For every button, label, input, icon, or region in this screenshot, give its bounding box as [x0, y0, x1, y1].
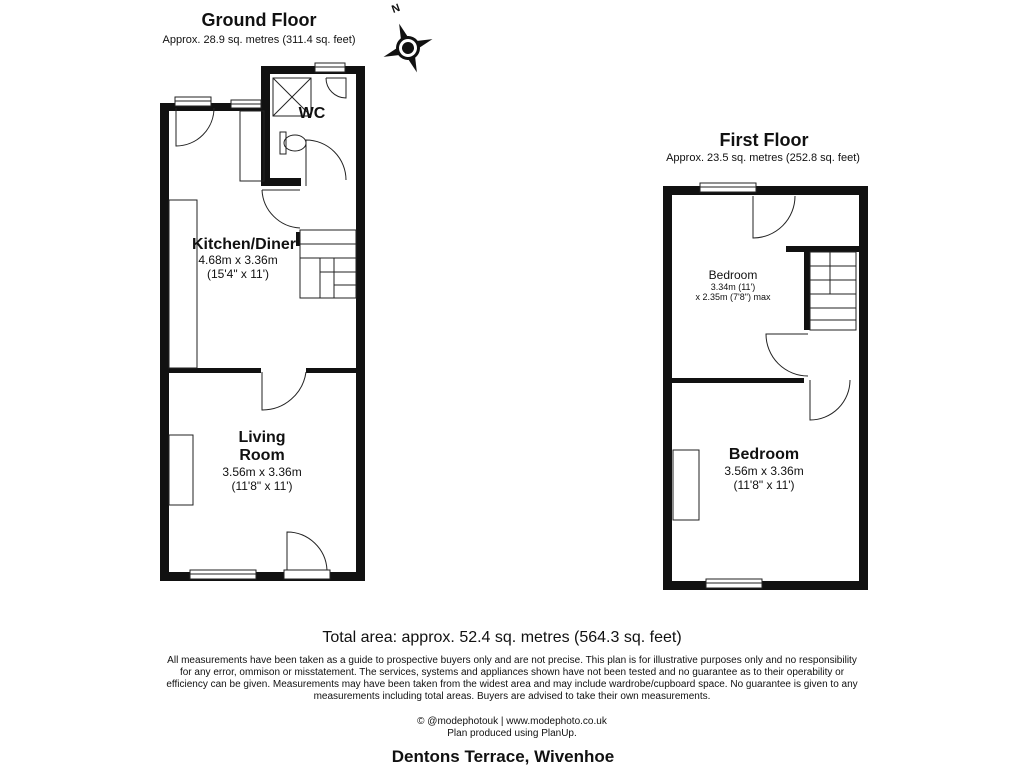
bedroom-small-dimensions-line2: x 2.35m (7'8") max: [695, 292, 771, 302]
bedroom-large-dimensions-ft: (11'8" x 11'): [733, 478, 795, 492]
compass-north-label: N: [390, 2, 402, 16]
kitchen-diner-dimensions-m: 4.68m x 3.36m: [198, 253, 278, 267]
bedroom-large-label: Bedroom: [728, 446, 800, 463]
ground-floor-area: Approx. 28.9 sq. metres (311.4 sq. feet): [162, 34, 356, 46]
ground-floor-title: Ground Floor: [201, 10, 317, 30]
living-room-dimensions-m: 3.56m x 3.36m: [222, 465, 302, 479]
wc-label: WC: [298, 105, 326, 122]
first-floor-walls: [663, 186, 868, 590]
disclaimer-text: All measurements have been taken as a guide to prospective buyers only and are not precise. This plan is for illustrative purposes only and no responsibility for any error, ommison or misstatement. The services, systems and appliances shown have not been tested and no guarantee as to their operability or efficiency can be given. Measurements may have been taken from the widest area and may include wardrobe/cupboard space. No guarantee is given to any measurements including total areas. Buyers are advised to take their own measurements.: [166, 655, 858, 702]
total-area: Total area: approx. 52.4 sq. metres (564.3 sq. feet): [322, 629, 682, 646]
credit-line-2: Plan produced using PlanUp.: [447, 728, 577, 739]
living-room-label-line2: Room: [239, 447, 285, 464]
ground-floor-windows: [175, 63, 345, 579]
first-floor-windows: [700, 183, 762, 588]
living-room-label-line1: Living: [238, 429, 286, 446]
bedroom-large-dimensions-m: 3.56m x 3.36m: [724, 464, 804, 478]
kitchen-diner-label: Kitchen/Diner: [191, 236, 297, 253]
bedroom-small-dimensions-line1: 3.34m (11'): [710, 282, 756, 292]
compass-rose-icon: [375, 15, 442, 82]
kitchen-diner-dimensions-ft: (15'4" x 11'): [207, 267, 269, 281]
bedroom-small-label: Bedroom: [708, 268, 758, 282]
first-floor-area: Approx. 23.5 sq. metres (252.8 sq. feet): [666, 152, 860, 164]
living-room-dimensions-ft: (11'8" x 11'): [231, 479, 293, 493]
first-floor-title: First Floor: [719, 130, 809, 150]
credit-line-1: © @modephotouk | www.modephoto.co.uk: [417, 716, 607, 727]
property-address: Dentons Terrace, Wivenhoe: [391, 747, 615, 766]
